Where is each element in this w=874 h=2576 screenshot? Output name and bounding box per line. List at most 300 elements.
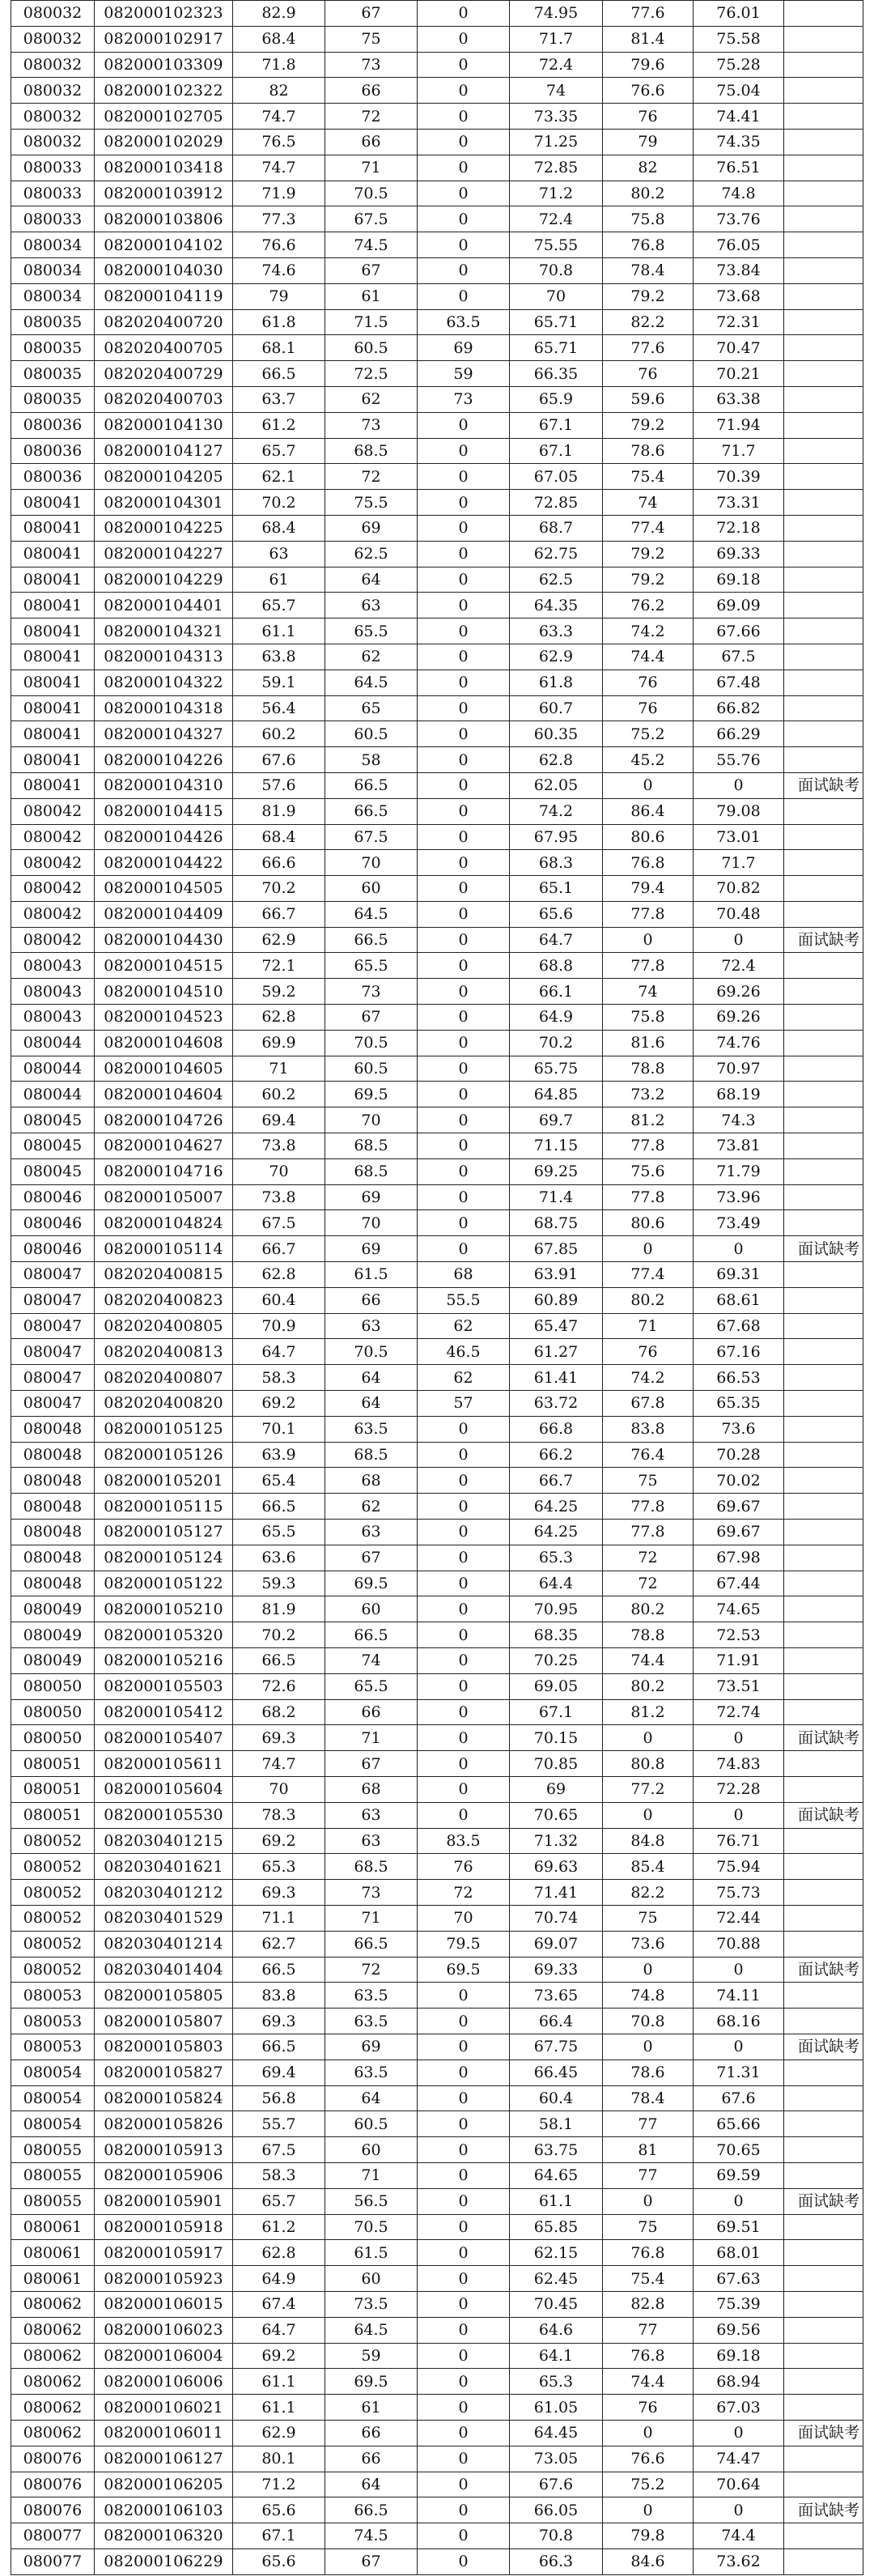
written-total-cell: 71.25: [510, 129, 603, 155]
final-score-cell: 73.96: [694, 1184, 784, 1210]
written-total-cell: 71.41: [510, 1880, 603, 1906]
interview-score-cell: 78.6: [603, 438, 694, 464]
remark-cell: [784, 412, 863, 438]
exam-id-cell: 082000106320: [95, 2523, 233, 2549]
interview-score-cell: 0: [603, 1236, 694, 1262]
table-row: [11, 1107, 863, 1133]
remark-cell: 面试缺考: [784, 772, 863, 798]
written-total-cell: 62.75: [510, 541, 603, 567]
score-2-cell: 70: [325, 1107, 418, 1133]
table-row: [11, 438, 863, 464]
written-total-cell: 66.1: [510, 979, 603, 1005]
score-1-cell: 63.8: [233, 644, 325, 670]
table-row: [11, 618, 863, 644]
score-1-cell: 68.4: [233, 26, 325, 52]
position-code-cell: 080032: [11, 1, 95, 27]
table-row: [11, 798, 863, 824]
table-row: [11, 309, 863, 335]
position-code-cell: 080046: [11, 1184, 95, 1210]
remark-cell: [784, 2266, 863, 2292]
interview-score-cell: 77.4: [603, 1262, 694, 1288]
exam-id-cell: 082000104310: [95, 772, 233, 798]
score-3-cell: 0: [418, 1673, 510, 1699]
score-1-cell: 69.4: [233, 1107, 325, 1133]
remark-cell: [784, 1494, 863, 1520]
final-score-cell: 71.7: [694, 438, 784, 464]
table-row: [11, 1699, 863, 1725]
written-total-cell: 70.8: [510, 2523, 603, 2549]
remark-cell: [784, 1880, 863, 1906]
interview-score-cell: 75: [603, 1905, 694, 1931]
score-1-cell: 63: [233, 541, 325, 567]
exam-id-cell: 082000105901: [95, 2188, 233, 2214]
position-code-cell: 080047: [11, 1287, 95, 1313]
table-row: [11, 412, 863, 438]
written-total-cell: 69.33: [510, 1957, 603, 1983]
score-2-cell: 64: [325, 567, 418, 593]
final-score-cell: 72.53: [694, 1622, 784, 1648]
table-row: [11, 1905, 863, 1931]
score-2-cell: 60.5: [325, 335, 418, 361]
score-2-cell: 63.5: [325, 1983, 418, 2009]
score-3-cell: 0: [418, 1442, 510, 1468]
final-score-cell: 68.61: [694, 1287, 784, 1313]
exam-id-cell: 082000103806: [95, 206, 233, 232]
exam-id-cell: 082000104510: [95, 979, 233, 1005]
written-total-cell: 70.74: [510, 1905, 603, 1931]
interview-score-cell: 82.2: [603, 1880, 694, 1906]
written-total-cell: 69: [510, 1776, 603, 1802]
written-total-cell: 62.45: [510, 2266, 603, 2292]
remark-cell: [784, 232, 863, 258]
position-code-cell: 080041: [11, 567, 95, 593]
exam-id-cell: 082000102323: [95, 1, 233, 27]
table-row: [11, 1648, 863, 1674]
table-row: [11, 1802, 863, 1828]
score-3-cell: 0: [418, 1, 510, 27]
remark-cell: [784, 1365, 863, 1391]
score-2-cell: 63.5: [325, 2060, 418, 2085]
table-row: [11, 232, 863, 258]
score-3-cell: 0: [418, 541, 510, 567]
table-row: [11, 283, 863, 309]
score-2-cell: 67: [325, 257, 418, 283]
written-total-cell: 61.8: [510, 670, 603, 695]
position-code-cell: 080044: [11, 1082, 95, 1107]
interview-score-cell: 73.2: [603, 1082, 694, 1107]
position-code-cell: 080061: [11, 2266, 95, 2292]
score-1-cell: 61.2: [233, 412, 325, 438]
score-1-cell: 62.9: [233, 2420, 325, 2446]
exam-id-cell: 082000105827: [95, 2060, 233, 2085]
score-3-cell: 0: [418, 2009, 510, 2034]
exam-id-cell: 082020400703: [95, 386, 233, 412]
table-row: [11, 1571, 863, 1596]
score-1-cell: 74.7: [233, 104, 325, 130]
position-code-cell: 080041: [11, 772, 95, 798]
table-row: [11, 2188, 863, 2214]
score-3-cell: 0: [418, 1416, 510, 1442]
written-total-cell: 69.7: [510, 1107, 603, 1133]
final-score-cell: 71.91: [694, 1648, 784, 1674]
written-total-cell: 64.35: [510, 593, 603, 618]
score-2-cell: 66.5: [325, 1622, 418, 1648]
score-1-cell: 71.2: [233, 2472, 325, 2497]
remark-cell: [784, 1, 863, 27]
remark-cell: [784, 567, 863, 593]
written-total-cell: 67.1: [510, 438, 603, 464]
score-2-cell: 64: [325, 2085, 418, 2111]
position-code-cell: 080048: [11, 1494, 95, 1520]
exam-id-cell: 082000106127: [95, 2446, 233, 2472]
written-total-cell: 72.4: [510, 206, 603, 232]
final-score-cell: 0: [694, 1957, 784, 1983]
score-3-cell: 0: [418, 438, 510, 464]
score-1-cell: 67.1: [233, 2523, 325, 2549]
written-total-cell: 67.95: [510, 824, 603, 850]
written-total-cell: 70.95: [510, 1596, 603, 1622]
score-2-cell: 60: [325, 2266, 418, 2292]
interview-score-cell: 80.2: [603, 1673, 694, 1699]
table-row: [11, 1545, 863, 1571]
written-total-cell: 61.05: [510, 2395, 603, 2421]
exam-id-cell: 082000105114: [95, 1236, 233, 1262]
table-row: [11, 876, 863, 902]
score-1-cell: 62.1: [233, 464, 325, 490]
score-2-cell: 64.5: [325, 670, 418, 695]
table-row: [11, 2162, 863, 2188]
position-code-cell: 080051: [11, 1751, 95, 1777]
score-2-cell: 63: [325, 1828, 418, 1854]
score-1-cell: 67.5: [233, 1210, 325, 1236]
score-2-cell: 68.5: [325, 1133, 418, 1159]
position-code-cell: 080052: [11, 1880, 95, 1906]
position-code-cell: 080033: [11, 181, 95, 206]
exam-id-cell: 082000105407: [95, 1725, 233, 1751]
remark-cell: [784, 850, 863, 876]
score-1-cell: 62.8: [233, 1262, 325, 1288]
score-3-cell: 0: [418, 181, 510, 206]
score-2-cell: 60.5: [325, 2111, 418, 2137]
table-row: [11, 1339, 863, 1365]
final-score-cell: 68.19: [694, 1082, 784, 1107]
score-2-cell: 63.5: [325, 2009, 418, 2034]
final-score-cell: 0: [694, 2188, 784, 2214]
score-table: [11, 0, 863, 2575]
final-score-cell: 75.58: [694, 26, 784, 52]
interview-score-cell: 76: [603, 1339, 694, 1365]
table-row: [11, 1056, 863, 1082]
table-row: [11, 2240, 863, 2266]
remark-cell: [784, 1287, 863, 1313]
exam-id-cell: 082000104505: [95, 876, 233, 902]
exam-id-cell: 082000104130: [95, 412, 233, 438]
score-3-cell: 62: [418, 1313, 510, 1339]
exam-id-cell: 082000106103: [95, 2497, 233, 2523]
table-row: [11, 78, 863, 104]
score-1-cell: 66.5: [233, 361, 325, 387]
remark-cell: [784, 1262, 863, 1288]
score-3-cell: 0: [418, 695, 510, 721]
final-score-cell: 72.74: [694, 1699, 784, 1725]
position-code-cell: 080062: [11, 2395, 95, 2421]
score-2-cell: 69: [325, 1236, 418, 1262]
score-2-cell: 73: [325, 412, 418, 438]
score-3-cell: 0: [418, 1236, 510, 1262]
interview-score-cell: 0: [603, 1802, 694, 1828]
exam-id-cell: 082000104627: [95, 1133, 233, 1159]
position-code-cell: 080050: [11, 1725, 95, 1751]
score-2-cell: 67: [325, 1545, 418, 1571]
score-1-cell: 62.9: [233, 927, 325, 953]
exam-id-cell: 082000105412: [95, 1699, 233, 1725]
score-2-cell: 60.5: [325, 721, 418, 747]
remark-cell: [784, 1133, 863, 1159]
final-score-cell: 75.28: [694, 52, 784, 78]
score-3-cell: 0: [418, 464, 510, 490]
score-2-cell: 67.5: [325, 824, 418, 850]
position-code-cell: 080061: [11, 2214, 95, 2240]
remark-cell: [784, 721, 863, 747]
interview-score-cell: 77.2: [603, 1776, 694, 1802]
written-total-cell: 71.7: [510, 26, 603, 52]
score-1-cell: 59.2: [233, 979, 325, 1005]
position-code-cell: 080041: [11, 593, 95, 618]
score-3-cell: 0: [418, 1210, 510, 1236]
final-score-cell: 69.09: [694, 593, 784, 618]
score-2-cell: 70: [325, 850, 418, 876]
score-2-cell: 63.5: [325, 1416, 418, 1442]
written-total-cell: 65.71: [510, 309, 603, 335]
exam-id-cell: 082000106021: [95, 2395, 233, 2421]
remark-cell: 面试缺考: [784, 1802, 863, 1828]
score-1-cell: 65.6: [233, 2548, 325, 2574]
score-2-cell: 71: [325, 155, 418, 181]
remark-cell: [784, 2060, 863, 2085]
table-row: [11, 1184, 863, 1210]
position-code-cell: 080032: [11, 129, 95, 155]
score-1-cell: 67.5: [233, 2137, 325, 2163]
position-code-cell: 080042: [11, 850, 95, 876]
score-2-cell: 61: [325, 2395, 418, 2421]
exam-id-cell: 082000105124: [95, 1545, 233, 1571]
score-1-cell: 61.1: [233, 618, 325, 644]
written-total-cell: 64.25: [510, 1494, 603, 1520]
score-3-cell: 0: [418, 2497, 510, 2523]
written-total-cell: 65.71: [510, 335, 603, 361]
interview-score-cell: 86.4: [603, 798, 694, 824]
final-score-cell: 73.68: [694, 283, 784, 309]
final-score-cell: 70.39: [694, 464, 784, 490]
remark-cell: [784, 2523, 863, 2549]
position-code-cell: 080041: [11, 618, 95, 644]
table-row: [11, 1030, 863, 1056]
score-2-cell: 73: [325, 979, 418, 1005]
remark-cell: [784, 2137, 863, 2163]
interview-score-cell: 75: [603, 1468, 694, 1494]
score-3-cell: 0: [418, 2420, 510, 2446]
score-3-cell: 0: [418, 2472, 510, 2497]
score-3-cell: 63.5: [418, 309, 510, 335]
position-code-cell: 080047: [11, 1339, 95, 1365]
position-code-cell: 080055: [11, 2162, 95, 2188]
final-score-cell: 69.67: [694, 1494, 784, 1520]
final-score-cell: 68.01: [694, 2240, 784, 2266]
written-total-cell: 68.7: [510, 515, 603, 541]
interview-score-cell: 80.8: [603, 1751, 694, 1777]
score-3-cell: 0: [418, 104, 510, 130]
interview-score-cell: 77.8: [603, 1184, 694, 1210]
interview-score-cell: 77.8: [603, 1520, 694, 1545]
remark-cell: [784, 1056, 863, 1082]
written-total-cell: 60.89: [510, 1287, 603, 1313]
score-2-cell: 61.5: [325, 2240, 418, 2266]
position-code-cell: 080036: [11, 438, 95, 464]
table-row: [11, 2395, 863, 2421]
score-1-cell: 57.6: [233, 772, 325, 798]
exam-id-cell: 082020400705: [95, 335, 233, 361]
written-total-cell: 66.2: [510, 1442, 603, 1468]
interview-score-cell: 76: [603, 695, 694, 721]
remark-cell: [784, 1983, 863, 2009]
table-row: [11, 695, 863, 721]
interview-score-cell: 74.4: [603, 1648, 694, 1674]
score-3-cell: 0: [418, 2548, 510, 2574]
score-3-cell: 0: [418, 1571, 510, 1596]
interview-score-cell: 76: [603, 361, 694, 387]
exam-id-cell: 082000104415: [95, 798, 233, 824]
position-code-cell: 080033: [11, 155, 95, 181]
written-total-cell: 71.2: [510, 181, 603, 206]
score-1-cell: 61.1: [233, 2395, 325, 2421]
final-score-cell: 67.16: [694, 1339, 784, 1365]
interview-score-cell: 77.8: [603, 1494, 694, 1520]
score-2-cell: 71.5: [325, 309, 418, 335]
table-row: [11, 155, 863, 181]
remark-cell: [784, 1622, 863, 1648]
interview-score-cell: 76.4: [603, 1442, 694, 1468]
remark-cell: [784, 1210, 863, 1236]
interview-score-cell: 81.4: [603, 26, 694, 52]
interview-score-cell: 82.8: [603, 2291, 694, 2317]
written-total-cell: 68.8: [510, 953, 603, 979]
interview-score-cell: 77.6: [603, 1, 694, 27]
interview-score-cell: 82.2: [603, 309, 694, 335]
position-code-cell: 080041: [11, 695, 95, 721]
final-score-cell: 68.94: [694, 2369, 784, 2395]
remark-cell: [784, 335, 863, 361]
table-row: [11, 979, 863, 1005]
score-1-cell: 65.6: [233, 2497, 325, 2523]
interview-score-cell: 45.2: [603, 747, 694, 773]
exam-id-cell: 082000104523: [95, 1005, 233, 1031]
position-code-cell: 080041: [11, 670, 95, 695]
score-2-cell: 64: [325, 1365, 418, 1391]
final-score-cell: 69.59: [694, 2162, 784, 2188]
score-1-cell: 62.7: [233, 1931, 325, 1957]
score-2-cell: 73: [325, 1880, 418, 1906]
remark-cell: [784, 1005, 863, 1031]
interview-score-cell: 75.4: [603, 464, 694, 490]
score-1-cell: 74.6: [233, 257, 325, 283]
position-code-cell: 080036: [11, 412, 95, 438]
exam-id-cell: 082000104205: [95, 464, 233, 490]
score-1-cell: 82: [233, 78, 325, 104]
table-row: [11, 181, 863, 206]
score-1-cell: 70: [233, 1158, 325, 1184]
position-code-cell: 080062: [11, 2420, 95, 2446]
remark-cell: [784, 1416, 863, 1442]
score-3-cell: 0: [418, 1133, 510, 1159]
score-3-cell: 0: [418, 2446, 510, 2472]
exam-id-cell: 082000103418: [95, 155, 233, 181]
table-row: [11, 52, 863, 78]
score-1-cell: 76.6: [233, 232, 325, 258]
written-total-cell: 64.65: [510, 2162, 603, 2188]
score-3-cell: 0: [418, 1776, 510, 1802]
score-2-cell: 74.5: [325, 232, 418, 258]
remark-cell: [784, 1673, 863, 1699]
score-2-cell: 72.5: [325, 361, 418, 387]
table-row: [11, 1673, 863, 1699]
interview-score-cell: 59.6: [603, 386, 694, 412]
score-1-cell: 66.5: [233, 1957, 325, 1983]
final-score-cell: 75.94: [694, 1854, 784, 1880]
remark-cell: [784, 1776, 863, 1802]
interview-score-cell: 78.4: [603, 2085, 694, 2111]
table-row: [11, 1622, 863, 1648]
remark-cell: [784, 695, 863, 721]
table-row: [11, 1751, 863, 1777]
final-score-cell: 71.31: [694, 2060, 784, 2085]
position-code-cell: 080077: [11, 2523, 95, 2549]
score-3-cell: 0: [418, 1158, 510, 1184]
written-total-cell: 65.3: [510, 2369, 603, 2395]
score-2-cell: 66.5: [325, 1931, 418, 1957]
remark-cell: [784, 1828, 863, 1854]
interview-score-cell: 79.2: [603, 412, 694, 438]
interview-score-cell: 75.6: [603, 1158, 694, 1184]
score-2-cell: 72: [325, 1957, 418, 1983]
position-code-cell: 080041: [11, 541, 95, 567]
exam-id-cell: 082020400720: [95, 309, 233, 335]
table-row: [11, 1287, 863, 1313]
score-1-cell: 78.3: [233, 1802, 325, 1828]
table-row: [11, 515, 863, 541]
exam-id-cell: 082000105913: [95, 2137, 233, 2163]
remark-cell: [784, 2446, 863, 2472]
written-total-cell: 66.3: [510, 2548, 603, 2574]
remark-cell: [784, 2085, 863, 2111]
position-code-cell: 080053: [11, 2009, 95, 2034]
score-1-cell: 66.7: [233, 1236, 325, 1262]
position-code-cell: 080045: [11, 1133, 95, 1159]
table-row: [11, 2497, 863, 2523]
position-code-cell: 080049: [11, 1648, 95, 1674]
final-score-cell: 73.6: [694, 1416, 784, 1442]
table-row: [11, 2369, 863, 2395]
remark-cell: [784, 181, 863, 206]
score-2-cell: 58: [325, 747, 418, 773]
interview-score-cell: 72: [603, 1571, 694, 1596]
score-3-cell: 0: [418, 979, 510, 1005]
exam-id-cell: 082000105530: [95, 1802, 233, 1828]
written-total-cell: 62.15: [510, 2240, 603, 2266]
remark-cell: [784, 1313, 863, 1339]
table-row: [11, 593, 863, 618]
interview-score-cell: 74: [603, 490, 694, 516]
score-3-cell: 0: [418, 2523, 510, 2549]
